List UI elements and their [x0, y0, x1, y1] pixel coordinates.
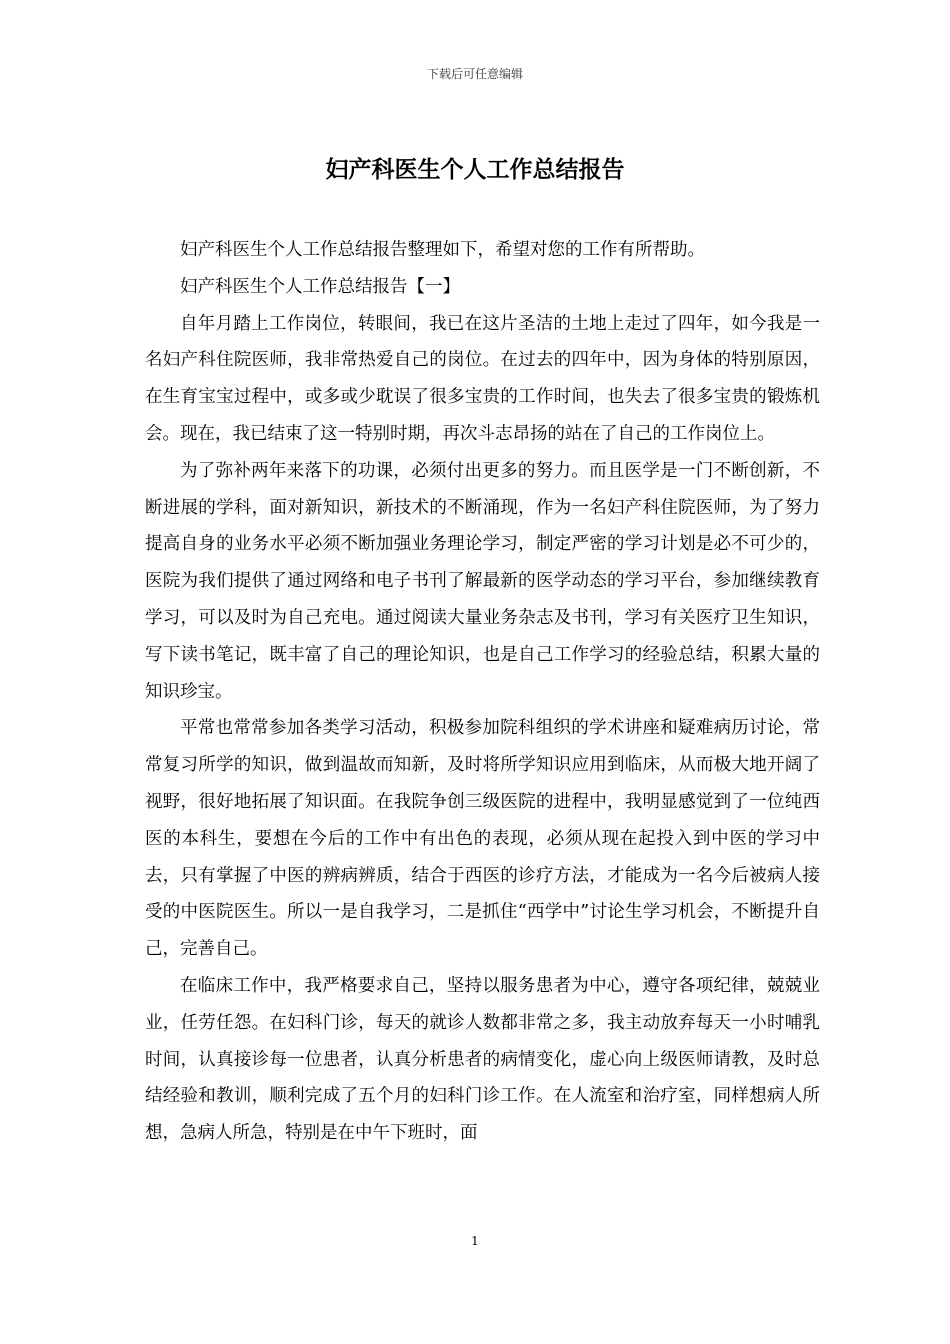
body-paragraph: 在临床工作中，我严格要求自己，坚持以服务患者为中心，遵守各项纪律，兢兢业业，任劳任怨。在妇科门诊，每天的就诊人数都非常之多，我主动放弃每天一小时哺乳时间，认真接诊每一位患者，认真分析患者的病情变化，虚心向上级医师请教，及时总结经验和教训，顺利完成了五个月的妇科门诊工作。在人流室和治疗室，同样想病人所想，急病人所急，特别是在中午下班时，面	[145, 975, 820, 1144]
section-heading: 妇产科医生个人工作总结报告【一】	[180, 276, 460, 297]
document-title: 妇产科医生个人工作总结报告	[325, 156, 625, 183]
body-paragraph: 为了弥补两年来落下的功课，必须付出更多的努力。而且医学是一门不断创新，不断进展的学科，面对新知识，新技术的不断涌现，作为一名妇产科住院医师，为了努力提高自身的业务水平必须不断加强业务理论学习，制定严密的学习计划是必不可少的，医院为我们提供了通过网络和电子书刊了解最新的医学动态的学习平台，参加继续教育学习，可以及时为自己充电。通过阅读大量业务杂志及书刊，学习有关医疗卫生知识，写下读书笔记，既丰富了自己的理论知识，也是自己工作学习的经验总结，积累大量的知识珍宝。	[145, 460, 820, 702]
intro-paragraph: 妇产科医生个人工作总结报告整理如下，希望对您的工作有所帮助。	[180, 240, 705, 260]
page-header: 下载后可任意编辑	[426, 67, 523, 81]
body-paragraph: 自年月踏上工作岗位，转眼间，我已在这片圣洁的土地上走过了四年，如今我是一名妇产科住院医师，我非常热爱自己的岗位。在过去的四年中，因为身体的特别原因，在生育宝宝过程中，或多或少耽误了很多宝贵的工作时间，也失去了很多宝贵的锻炼机会。现在，我已结束了这一特别时期，再次斗志昂扬的站在了自己的工作岗位上。	[145, 313, 820, 444]
page-number: 1	[471, 1234, 479, 1248]
body-paragraph: 平常也常常参加各类学习活动，积极参加院科组织的学术讲座和疑难病历讨论，常常复习所学的知识，做到温故而知新，及时将所学知识应用到临床，从而极大地开阔了视野，很好地拓展了知识面。在我院争创三级医院的进程中，我明显感觉到了一位纯西医的本科生，要想在今后的工作中有出色的表现，必须从现在起投入到中医的学习中去，只有掌握了中医的辨病辨质，结合于西医的诊疗方法，才能成为一名今后被病人接受的中医院医生。所以一是自我学习，二是抓住“西学中”讨论生学习机会，不断提升自己，完善自己。	[145, 718, 820, 960]
document-body	[145, 232, 820, 1152]
